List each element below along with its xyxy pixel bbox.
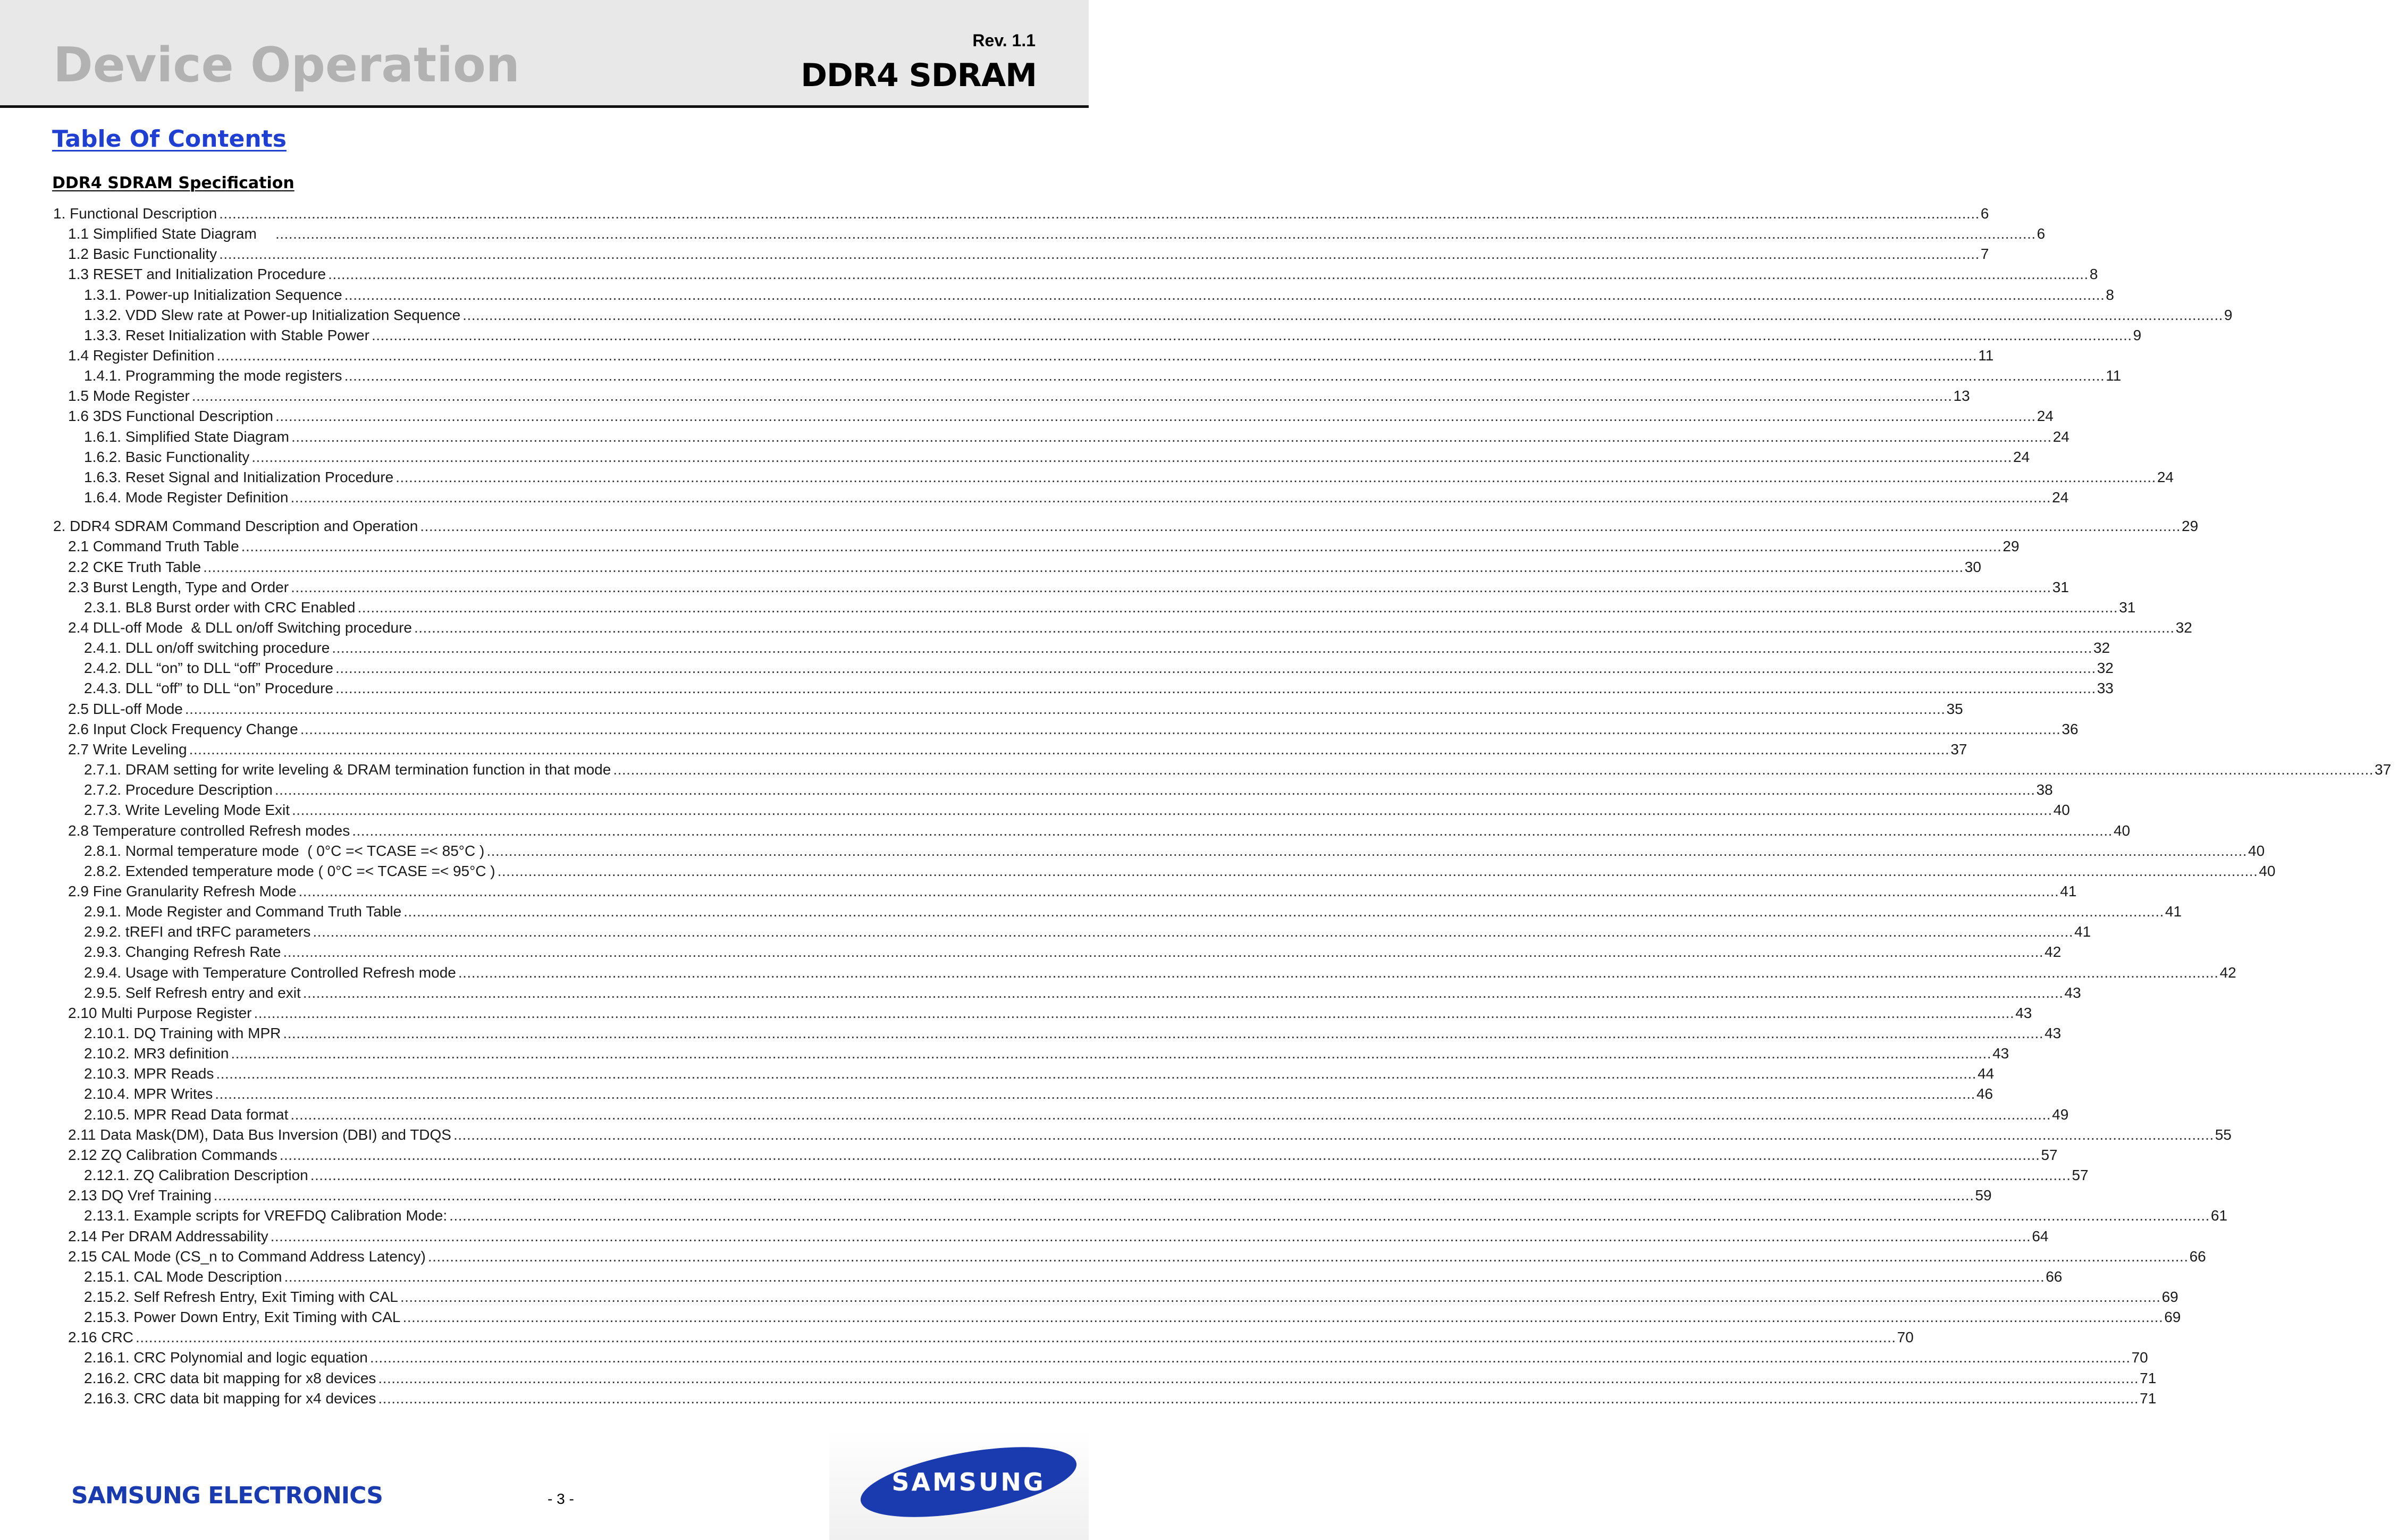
toc-entry[interactable] [68, 558, 1981, 577]
toc-entry[interactable] [53, 517, 2199, 536]
toc-entry[interactable] [68, 537, 2020, 556]
toc-dot-leader: ................................................................................................................................................................................................................................................................................................................................................................................................................ [298, 883, 2059, 899]
toc-entry[interactable] [68, 1227, 2049, 1246]
toc-entry[interactable] [53, 204, 1989, 223]
toc-entry[interactable] [84, 780, 2053, 800]
toc-entry-page: 66 [2046, 1268, 2063, 1285]
logo-wordmark: SAMSUNG [891, 1468, 1046, 1496]
toc-entry-label: 2.9.1. Mode Register and Command Truth Table [84, 903, 402, 920]
toc-entry-label: 1.4 Register Definition [68, 347, 215, 364]
toc-entry-label: 2.3.1. BL8 Burst order with CRC Enabled [84, 599, 356, 616]
toc-dot-leader: ................................................................................................................................................................................................................................................................................................................................................................................................................ [283, 1025, 2044, 1041]
toc-entry-label: 2.2 CKE Truth Table [68, 559, 201, 575]
product-name: DDR4 SDRAM [801, 57, 1037, 94]
toc-dot-leader: ................................................................................................................................................................................................................................................................................................................................................................................................................ [215, 1085, 1975, 1102]
toc-entry-label: 2.15 CAL Mode (CS_n to Command Address Latency) [68, 1248, 426, 1265]
toc-entry-label: 1.6.2. Basic Functionality [84, 449, 250, 465]
toc-dot-leader: ................................................................................................................................................................................................................................................................................................................................................................................................................ [310, 1167, 2071, 1183]
toc-entry-page: 32 [2097, 660, 2114, 676]
toc-dot-leader: ................................................................................................................................................................................................................................................................................................................................................................................................................ [290, 489, 2051, 506]
toc-entry-label: 1.3.3. Reset Initialization with Stable Power [84, 327, 369, 343]
toc-heading[interactable]: Table Of Contents [52, 125, 287, 153]
toc-entry-label: 2.9.5. Self Refresh entry and exit [84, 984, 301, 1001]
toc-entry-label: 2.3 Burst Length, Type and Order [68, 579, 289, 595]
toc-entry-page: 61 [2210, 1207, 2228, 1224]
toc-entry-page: 69 [2164, 1309, 2181, 1325]
toc-entry[interactable] [68, 882, 2077, 901]
toc-entry[interactable] [68, 265, 2098, 284]
toc-dot-leader: ................................................................................................................................................................................................................................................................................................................................................................................................................ [270, 1228, 2031, 1244]
toc-entry-label: 2.5 DLL-off Mode [68, 701, 183, 717]
toc-entry-label: 2.10.5. MPR Read Data format [84, 1106, 289, 1123]
toc-dot-leader: ................................................................................................................................................................................................................................................................................................................................................................................................................ [332, 639, 2093, 656]
toc-entry-label: 2.16.2. CRC data bit mapping for x8 devices [84, 1370, 376, 1386]
toc-entry-label: 2.10.4. MPR Writes [84, 1085, 213, 1102]
toc-dot-leader: ................................................................................................................................................................................................................................................................................................................................................................................................................ [283, 944, 2044, 960]
toc-dot-leader: ................................................................................................................................................................................................................................................................................................................................................................................................................ [302, 984, 2064, 1001]
toc-dot-leader: ................................................................................................................................................................................................................................................................................................................................................................................................................ [335, 660, 2096, 676]
toc-entry-page: 35 [1946, 701, 1963, 717]
toc-entry-page: 44 [1978, 1065, 1995, 1082]
toc-dot-leader: ................................................................................................................................................................................................................................................................................................................................................................................................................ [462, 307, 2223, 323]
toc-entry[interactable] [84, 427, 2069, 447]
toc-dot-leader: ................................................................................................................................................................................................................................................................................................................................................................................................................ [135, 1329, 1896, 1345]
toc-entry-page: 7 [1980, 246, 1989, 262]
toc-dot-leader: ................................................................................................................................................................................................................................................................................................................................................................................................................ [216, 347, 1978, 364]
toc-entry-label: 2.13 DQ Vref Training [68, 1187, 212, 1204]
toc-dot-leader: ................................................................................................................................................................................................................................................................................................................................................................................................................ [300, 721, 2061, 737]
toc-entry-label: 1.6.3. Reset Signal and Initialization Procedure [84, 469, 394, 485]
footer-company-name: SAMSUNG ELECTRONICS [71, 1482, 383, 1509]
toc-entry-page: 42 [2219, 964, 2236, 981]
toc-entry[interactable] [84, 983, 2081, 1003]
toc-entry-label: 2.15.3. Power Down Entry, Exit Timing with CAL [84, 1309, 401, 1325]
toc-entry-page: 42 [2044, 944, 2062, 960]
toc-dot-leader: ................................................................................................................................................................................................................................................................................................................................................................................................................ [191, 388, 1953, 404]
toc-entry[interactable] [84, 1267, 2063, 1286]
toc-entry-label: 2.9 Fine Granularity Refresh Mode [68, 883, 297, 899]
toc-entry[interactable] [84, 679, 2114, 698]
toc-dot-leader: ................................................................................................................................................................................................................................................................................................................................................................................................................ [254, 1005, 2015, 1021]
toc-entry-page: 8 [2106, 287, 2114, 303]
toc-dot-leader: ................................................................................................................................................................................................................................................................................................................................................................................................................ [396, 469, 2156, 485]
toc-entry-page: 36 [2062, 721, 2079, 737]
toc-entry[interactable] [68, 1328, 1914, 1347]
toc-entry[interactable] [84, 963, 2236, 982]
toc-entry-label: 2.8 Temperature controlled Refresh modes [68, 822, 350, 839]
toc-entry-label: 2.4.2. DLL “on” to DLL “off” Procedure [84, 660, 333, 676]
toc-entry-label: 2.1 Command Truth Table [68, 538, 239, 554]
toc-entry-label: 2.13.1. Example scripts for VREFDQ Calibration Mode: [84, 1207, 448, 1224]
toc-entry-page: 40 [2248, 843, 2265, 859]
toc-entry-label: 2.10.3. MPR Reads [84, 1065, 214, 1082]
toc-entry[interactable] [84, 1084, 1993, 1104]
toc-entry-page: 32 [2175, 619, 2192, 636]
toc-entry[interactable] [84, 488, 2069, 507]
toc-entry-page: 9 [2133, 327, 2142, 343]
toc-entry[interactable] [84, 1105, 2069, 1124]
toc-entry-label: 2.10 Multi Purpose Register [68, 1005, 252, 1021]
toc-entry-page: 70 [1897, 1329, 1914, 1345]
toc-entry-label: 1.1 Simplified State Diagram [68, 225, 273, 242]
toc-entry-label: 1. Functional Description [53, 205, 217, 222]
toc-entry-page: 71 [2140, 1370, 2157, 1386]
toc-dot-leader: ................................................................................................................................................................................................................................................................................................................................................................................................................ [241, 538, 2002, 554]
toc-entry-label: 1.2 Basic Functionality [68, 246, 217, 262]
toc-entry-label: 1.3.2. VDD Slew rate at Power-up Initialization Sequence [84, 307, 461, 323]
toc-entry-page: 9 [2224, 307, 2233, 323]
toc-entry[interactable] [68, 407, 2054, 426]
toc-entry[interactable] [84, 326, 2142, 345]
toc-dot-leader: ................................................................................................................................................................................................................................................................................................................................................................................................................ [453, 1126, 2214, 1143]
toc-entry[interactable] [68, 245, 1989, 264]
toc-entry-page: 41 [2165, 903, 2182, 920]
toc-entry-label: 2.7.1. DRAM setting for write leveling & DRAM termination function in that mode [84, 761, 611, 778]
toc-dot-leader: ................................................................................................................................................................................................................................................................................................................................................................................................................ [352, 822, 2113, 839]
toc-dot-leader: ................................................................................................................................................................................................................................................................................................................................................................................................................ [403, 903, 2164, 920]
toc-dot-leader: ................................................................................................................................................................................................................................................................................................................................................................................................................ [284, 1268, 2045, 1285]
toc-entry[interactable] [68, 578, 2069, 597]
toc-entry-label: 2.16.1. CRC Polynomial and logic equation [84, 1349, 368, 1366]
toc-entry-label: 2.7.3. Write Leveling Mode Exit [84, 802, 290, 818]
toc-dot-leader: ................................................................................................................................................................................................................................................................................................................................................................................................................ [369, 1349, 2131, 1366]
toc-entry-page: 24 [2037, 408, 2054, 424]
toc-entry[interactable] [84, 598, 2136, 617]
toc-entry-page: 31 [2052, 579, 2069, 595]
toc-dot-leader: ................................................................................................................................................................................................................................................................................................................................................................................................................ [400, 1289, 2161, 1305]
toc-entry-label: 2.10.2. MR3 definition [84, 1045, 229, 1062]
toc-entry[interactable] [68, 618, 2192, 637]
toc-entry[interactable] [68, 1146, 2058, 1165]
toc-entry-label: 2.4.3. DLL “off” to DLL “on” Procedure [84, 680, 333, 696]
toc-entry-page: 57 [2072, 1167, 2089, 1183]
toc-dot-leader: ................................................................................................................................................................................................................................................................................................................................................................................................................ [402, 1309, 2164, 1325]
toc-entry-page: 30 [1964, 559, 1981, 575]
toc-entry-page: 11 [2106, 367, 2122, 384]
toc-entry-page: 43 [2064, 984, 2081, 1001]
toc-dot-leader: ................................................................................................................................................................................................................................................................................................................................................................................................................ [291, 579, 2051, 595]
toc-entry[interactable] [68, 700, 1963, 719]
toc-entry-label: 2.12.1. ZQ Calibration Description [84, 1167, 308, 1183]
toc-entry-label: 2.7.2. Procedure Description [84, 781, 273, 798]
toc-entry[interactable] [68, 386, 1970, 406]
toc-dot-leader: ................................................................................................................................................................................................................................................................................................................................................................................................................ [290, 1106, 2051, 1123]
toc-entry[interactable] [84, 306, 2233, 325]
toc-entry-page: 59 [1975, 1187, 1992, 1204]
toc-entry[interactable] [68, 1186, 1992, 1205]
toc-entry-label: 2.6 Input Clock Frequency Change [68, 721, 298, 737]
toc-dot-leader: ................................................................................................................................................................................................................................................................................................................................................................................................................ [231, 1045, 1992, 1062]
toc-entry-label: 2.8.2. Extended temperature mode ( 0°C =< TCASE =< 95°C ) [84, 863, 495, 879]
toc-entry-page: 43 [2015, 1005, 2032, 1021]
toc-entry-label: 1.3.1. Power-up Initialization Sequence [84, 287, 342, 303]
toc-dot-leader: ................................................................................................................................................................................................................................................................................................................................................................................................................ [420, 518, 2181, 534]
toc-entry-page: 57 [2041, 1147, 2058, 1163]
toc-dot-leader: ................................................................................................................................................................................................................................................................................................................................................................................................................ [219, 246, 1980, 262]
toc-entry[interactable] [68, 1004, 2032, 1023]
toc-entry-label: 2.14 Per DRAM Addressability [68, 1228, 268, 1244]
toc-entry-page: 49 [2052, 1106, 2069, 1123]
toc-entry[interactable] [84, 1064, 1995, 1083]
toc-entry-label: 2.12 ZQ Calibration Commands [68, 1147, 277, 1163]
toc-dot-leader: ................................................................................................................................................................................................................................................................................................................................................................................................................ [275, 408, 2036, 424]
toc-dot-leader: ................................................................................................................................................................................................................................................................................................................................................................................................................ [335, 680, 2096, 696]
toc-entry-label: 2.9.2. tREFI and tRFC parameters [84, 923, 311, 940]
spec-section-heading: DDR4 SDRAM Specification [52, 174, 295, 192]
toc-entry-page: 69 [2161, 1289, 2178, 1305]
toc-entry-label: 2.10.1. DQ Training with MPR [84, 1025, 281, 1041]
toc-entry-label: 2.9.3. Changing Refresh Rate [84, 944, 281, 960]
toc-entry-label: 1.5 Mode Register [68, 388, 190, 404]
page-number: - 3 - [548, 1491, 574, 1507]
toc-entry[interactable] [84, 1287, 2178, 1307]
toc-entry-label: 2.8.1. Normal temperature mode ( 0°C =< TCASE =< 85°C ) [84, 843, 485, 859]
toc-entry-page: 40 [2259, 863, 2276, 879]
toc-entry-page: 38 [2036, 781, 2053, 798]
revision-label: Rev. 1.1 [972, 31, 1036, 50]
toc-dot-leader: ................................................................................................................................................................................................................................................................................................................................................................................................................ [251, 449, 2012, 465]
toc-dot-leader: ................................................................................................................................................................................................................................................................................................................................................................................................................ [219, 205, 1980, 222]
toc-entry-page: 41 [2060, 883, 2077, 899]
toc-entry[interactable] [84, 902, 2182, 921]
toc-dot-leader: ................................................................................................................................................................................................................................................................................................................................................................................................................ [313, 923, 2074, 940]
toc-entry[interactable] [84, 1024, 2062, 1043]
toc-dot-leader: ................................................................................................................................................................................................................................................................................................................................................................................................................ [414, 619, 2175, 636]
toc-dot-leader: ................................................................................................................................................................................................................................................................................................................................................................................................................ [371, 327, 2132, 343]
toc-dot-leader: ................................................................................................................................................................................................................................................................................................................................................................................................................ [203, 559, 1964, 575]
toc-entry-page: 43 [2044, 1025, 2062, 1041]
toc-entry[interactable] [84, 1369, 2157, 1388]
toc-entry[interactable] [84, 801, 2070, 820]
toc-entry-label: 2.9.4. Usage with Temperature Controlled Refresh mode [84, 964, 456, 981]
toc-entry[interactable] [68, 1247, 2206, 1266]
toc-entry-page: 24 [2013, 449, 2030, 465]
toc-dot-leader: ................................................................................................................................................................................................................................................................................................................................................................................................................ [458, 964, 2219, 981]
toc-entry-label: 2.16.3. CRC data bit mapping for x4 devices [84, 1390, 376, 1407]
toc-entry-page: 24 [2052, 489, 2069, 506]
toc-entry-label: 2.7 Write Leveling [68, 741, 187, 758]
toc-dot-leader: ................................................................................................................................................................................................................................................................................................................................................................................................................ [274, 781, 2035, 798]
toc-entry[interactable] [68, 720, 2079, 739]
toc-entry-page: 11 [1978, 347, 1994, 364]
toc-entry-label: 1.6.4. Mode Register Definition [84, 489, 289, 506]
toc-dot-leader: ................................................................................................................................................................................................................................................................................................................................................................................................................ [328, 266, 2089, 282]
toc-entry[interactable] [84, 922, 2091, 941]
toc-entry-label: 2. DDR4 SDRAM Command Description and Operation [53, 518, 418, 534]
toc-entry-label: 2.4 DLL-off Mode & DLL on/off Switching procedure [68, 619, 412, 636]
toc-entry-label: 2.15.2. Self Refresh Entry, Exit Timing with CAL [84, 1289, 398, 1305]
toc-entry[interactable] [68, 740, 1967, 759]
toc-dot-leader: ................................................................................................................................................................................................................................................................................................................................................................................................................ [427, 1248, 2189, 1265]
toc-entry[interactable] [84, 1206, 2228, 1225]
toc-dot-leader: ................................................................................................................................................................................................................................................................................................................................................................................................................ [279, 1147, 2040, 1163]
toc-entry[interactable] [84, 942, 2062, 962]
toc-dot-leader: ................................................................................................................................................................................................................................................................................................................................................................................................................ [213, 1187, 1974, 1204]
toc-dot-leader: ................................................................................................................................................................................................................................................................................................................................................................................................................ [449, 1207, 2210, 1224]
toc-entry-page: 41 [2074, 923, 2091, 940]
toc-entry-page: 8 [2089, 266, 2098, 282]
document-title: Device Operation [53, 37, 520, 93]
toc-entry-page: 55 [2215, 1126, 2232, 1143]
toc-entry-page: 40 [2053, 802, 2070, 818]
toc-dot-leader: ................................................................................................................................................................................................................................................................................................................................................................................................................ [216, 1065, 1977, 1082]
toc-entry[interactable] [84, 841, 2265, 861]
toc-entry-label: 2.15.1. CAL Mode Description [84, 1268, 282, 1285]
toc-entry-page: 13 [1953, 388, 1970, 404]
toc-dot-leader: ................................................................................................................................................................................................................................................................................................................................................................................................................ [184, 701, 1946, 717]
toc-dot-leader: ................................................................................................................................................................................................................................................................................................................................................................................................................ [292, 802, 2052, 818]
toc-entry-page: 40 [2113, 822, 2131, 839]
toc-entry[interactable] [84, 1308, 2181, 1327]
toc-entry-page: 31 [2119, 599, 2136, 616]
toc-entry-page: 71 [2140, 1390, 2157, 1407]
toc-entry[interactable] [68, 224, 2046, 243]
toc-entry[interactable] [84, 638, 2110, 658]
toc-entry-page: 24 [2157, 469, 2174, 485]
toc-entry-page: 37 [1950, 741, 1967, 758]
toc-entry[interactable] [84, 448, 2030, 467]
toc-dot-leader: ................................................................................................................................................................................................................................................................................................................................................................................................................ [378, 1390, 2139, 1407]
toc-entry[interactable] [84, 285, 2114, 305]
toc-entry-page: 37 [2375, 761, 2392, 778]
toc-entry[interactable] [84, 1348, 2148, 1367]
toc-entry[interactable] [84, 760, 2392, 779]
toc-entry-page: 33 [2097, 680, 2114, 696]
toc-entry[interactable] [84, 862, 2276, 881]
toc-entry-page: 29 [2182, 518, 2199, 534]
toc-entry-page: 43 [1992, 1045, 2009, 1062]
toc-entry[interactable] [84, 659, 2114, 678]
toc-entry-label: 2.16 CRC [68, 1329, 133, 1345]
toc-dot-leader: ................................................................................................................................................................................................................................................................................................................................................................................................................ [275, 225, 2036, 242]
toc-entry-label: 1.6 3DS Functional Description [68, 408, 273, 424]
toc-dot-leader: ................................................................................................................................................................................................................................................................................................................................................................................................................ [497, 863, 2258, 879]
toc-dot-leader: ................................................................................................................................................................................................................................................................................................................................................................................................................ [357, 599, 2118, 616]
toc-dot-leader: ................................................................................................................................................................................................................................................................................................................................................................................................................ [291, 428, 2052, 445]
toc-dot-leader: ................................................................................................................................................................................................................................................................................................................................................................................................................ [344, 367, 2105, 384]
toc-entry[interactable] [68, 346, 1994, 365]
toc-entry[interactable] [84, 1044, 2009, 1063]
toc-entry-page: 46 [1976, 1085, 1993, 1102]
toc-entry-label: 1.6.1. Simplified State Diagram [84, 428, 289, 445]
toc-entry-page: 66 [2189, 1248, 2206, 1265]
toc-entry-page: 6 [2037, 225, 2046, 242]
toc-entry[interactable] [68, 1125, 2232, 1145]
toc-dot-leader: ................................................................................................................................................................................................................................................................................................................................................................................................................ [344, 287, 2105, 303]
toc-entry[interactable] [68, 821, 2131, 840]
toc-dot-leader: ................................................................................................................................................................................................................................................................................................................................................................................................................ [189, 741, 1950, 758]
toc-entry[interactable] [84, 366, 2122, 385]
toc-entry-page: 64 [2032, 1228, 2049, 1244]
toc-entry[interactable] [84, 468, 2174, 487]
toc-entry-page: 24 [2052, 428, 2069, 445]
toc-entry[interactable] [84, 1389, 2157, 1408]
toc-entry[interactable] [84, 1166, 2089, 1185]
toc-entry-page: 6 [1980, 205, 1989, 222]
toc-dot-leader: ................................................................................................................................................................................................................................................................................................................................................................................................................ [486, 843, 2248, 859]
toc-entry-page: 32 [2093, 639, 2110, 656]
toc-entry-page: 29 [2002, 538, 2020, 554]
toc-entry-label: 1.3 RESET and Initialization Procedure [68, 266, 326, 282]
toc-entry-label: 2.11 Data Mask(DM), Data Bus Inversion (DBI) and TDQS [68, 1126, 451, 1143]
toc-dot-leader: ................................................................................................................................................................................................................................................................................................................................................................................................................ [613, 761, 2374, 778]
samsung-logo [829, 1430, 1089, 1540]
toc-entry-label: 2.4.1. DLL on/off switching procedure [84, 639, 330, 656]
toc-entry-label: 1.4.1. Programming the mode registers [84, 367, 342, 384]
toc-entry-page: 70 [2131, 1349, 2148, 1366]
toc-dot-leader: ................................................................................................................................................................................................................................................................................................................................................................................................................ [378, 1370, 2139, 1386]
